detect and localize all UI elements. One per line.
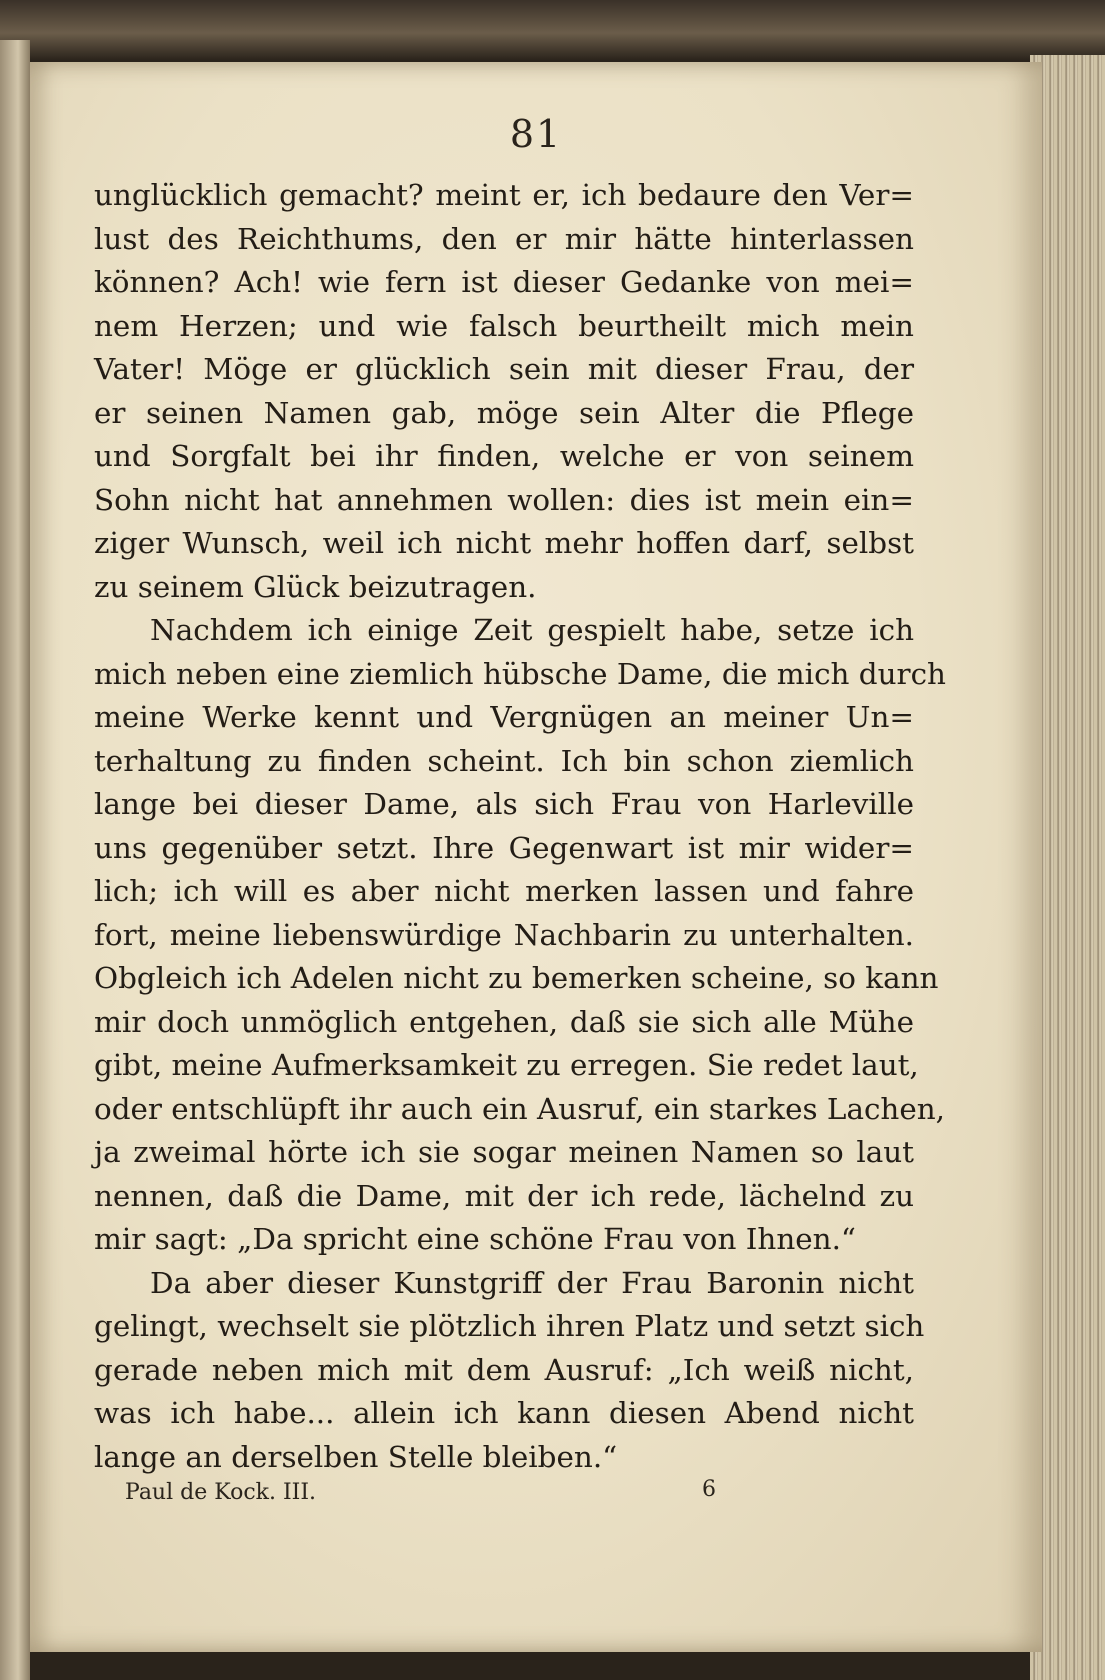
text-line: nem Herzen; und wie falsch beurtheilt mich mein bbox=[94, 308, 914, 343]
text-line: unglücklich gemacht? meint er, ich bedaure den Ver= bbox=[94, 178, 914, 212]
text-line: können? Ach! wie fern ist dieser Gedanke von mei= bbox=[94, 265, 914, 299]
text-line: Nachdem ich einige Zeit gespielt habe, setze ich bbox=[150, 613, 914, 647]
body-text bbox=[94, 174, 946, 1479]
text-line: Vater! Möge er glücklich sein mit dieser Frau, der bbox=[94, 352, 914, 386]
text-line: uns gegenüber setzt. Ihre Gegenwart ist mir wider= bbox=[94, 830, 914, 865]
text-line: lange an derselben Stelle bleiben.“ bbox=[94, 1439, 618, 1474]
text-line: er seinen Namen gab, möge sein Alter die Pflege bbox=[94, 395, 914, 430]
book-top-edge bbox=[0, 0, 1105, 60]
text-line: ziger Wunsch, weil ich nicht mehr hoffen darf, selbst bbox=[94, 526, 914, 560]
facing-page-edge bbox=[0, 40, 30, 1680]
footer-signature-mark: 6 bbox=[702, 1477, 716, 1502]
text-line: und Sorgfalt bei ihr finden, welche er von seinem bbox=[94, 439, 914, 473]
text-line: mich neben eine ziemlich hübsche Dame, die mich durch bbox=[94, 656, 946, 691]
text-line: lich; ich will es aber nicht merken lassen und fahre bbox=[94, 874, 914, 908]
page-number: 81 bbox=[509, 112, 563, 156]
paragraph bbox=[94, 1262, 925, 1480]
text-line: terhaltung zu finden scheint. Ich bin schon ziemlich bbox=[94, 743, 914, 778]
text-line: oder entschlüpft ihr auch ein Ausruf, ein starkes Lachen, bbox=[94, 1091, 946, 1126]
footer-signature: Paul de Kock. III. bbox=[125, 1480, 317, 1505]
text-line: mir doch unmöglich entgehen, daß sie sich alle Mühe bbox=[94, 1004, 914, 1039]
text-line: gerade neben mich mit dem Ausruf: „Ich weiß nicht, bbox=[94, 1352, 914, 1387]
text-line: Obgleich ich Adelen nicht zu bemerken scheine, so kann bbox=[94, 961, 939, 995]
paragraph bbox=[94, 174, 914, 609]
paragraph bbox=[94, 609, 946, 1262]
text-line: lange bei dieser Dame, als sich Frau von Harleville bbox=[94, 787, 914, 821]
text-line: lust des Reichthums, den er mir hätte hinterlassen bbox=[94, 221, 914, 256]
text-line: nennen, daß die Dame, mit der ich rede, lächelnd zu bbox=[94, 1178, 914, 1213]
text-line: Sohn nicht hat annehmen wollen: dies ist mein ein= bbox=[94, 482, 914, 517]
text-line: fort, meine liebenswürdige Nachbarin zu unterhalten. bbox=[94, 917, 914, 952]
text-line: Da aber dieser Kunstgriff der Frau Baronin nicht bbox=[150, 1265, 914, 1300]
page-sheet bbox=[30, 62, 1042, 1652]
text-line: meine Werke kennt und Vergnügen an meiner Un= bbox=[94, 700, 914, 734]
text-line: ja zweimal hörte ich sie sogar meinen Namen so laut bbox=[94, 1135, 914, 1169]
text-line: was ich habe... allein ich kann diesen Abend nicht bbox=[94, 1396, 914, 1430]
text-line: gelingt, wechselt sie plötzlich ihren Platz und setzt sich bbox=[94, 1309, 925, 1343]
text-line: gibt, meine Aufmerksamkeit zu erregen. Sie redet laut, bbox=[94, 1048, 919, 1082]
text-line: mir sagt: „Da spricht eine schöne Frau von Ihnen.“ bbox=[94, 1222, 856, 1256]
text-line: zu seinem Glück beizutragen. bbox=[94, 569, 537, 604]
